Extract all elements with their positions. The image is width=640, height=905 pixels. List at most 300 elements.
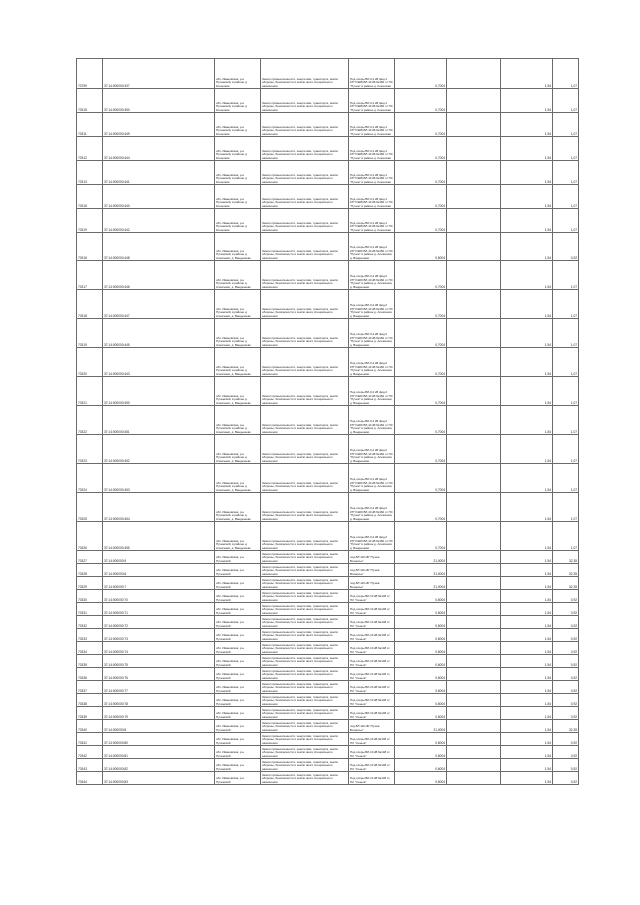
address-cell: обл. Ивановская, р-н Пучежский, в районе д. Кошелево bbox=[215, 137, 261, 161]
sum-cell: 1,07 bbox=[553, 348, 579, 377]
address-cell: обл. Ивановская, р-н Пучежский, в районе д. Кошелево bbox=[215, 185, 261, 209]
land-category-cell: Земли промышленности, энергетики, транспорта, земли обороны, безопасности и земли иного специального назначения bbox=[261, 733, 349, 746]
area-cell: 0,6004 bbox=[395, 642, 447, 655]
rate-cell: 1,54 bbox=[501, 746, 553, 759]
row-number-cell: 70313 bbox=[77, 161, 103, 185]
land-category-cell: Земли промышленности, энергетики, транспорта, земли обороны, безопасности и земли иного специального назначения bbox=[261, 616, 349, 629]
permitted-use-cell: Под опоры ВЛ-10 кВ №148 от ПС "Сеньга" bbox=[349, 759, 395, 772]
address-cell: обл. Ивановская, р-н Пучежский bbox=[215, 551, 261, 564]
land-category-cell: Земли промышленности, энергетики, транспорта, земли обороны, безопасности и земли иного специального назначения bbox=[261, 603, 349, 616]
address-cell: обл. Ивановская, р-н Пучежский bbox=[215, 577, 261, 590]
row-number-cell: 70799 bbox=[77, 59, 103, 89]
cadastral-number-cell: 37:14:000000:83 bbox=[103, 772, 215, 785]
table-row bbox=[77, 406, 579, 435]
address-cell: обл. Ивановская, р-н Пучежский, в районе д. Кошелево bbox=[215, 113, 261, 137]
sum-cell: 1,07 bbox=[553, 406, 579, 435]
rate-cell: 1,54 bbox=[501, 233, 553, 261]
area-cell: 0,6004 bbox=[395, 590, 447, 603]
permitted-use-cell: Под опоры ВЛ-10 кВ №148 от ПС "Сеньга" bbox=[349, 629, 395, 642]
permitted-use-cell: под ВЛ 110 кВ "Пучеж-Вознесье" bbox=[349, 551, 395, 564]
permitted-use-cell: Под опоры ВЛ-0,4 кВ фид.2 КТП №60 ВЛ-10 кВ №160 от ПС "Пучеж" в районе д. Алексенки, д. Вандышево bbox=[349, 522, 395, 551]
address-cell: обл. Ивановская, р-н Пучежский, в районе д. Алексенки, д. Вандышево bbox=[215, 377, 261, 406]
table-row bbox=[77, 746, 579, 759]
table-row bbox=[77, 377, 579, 406]
row-number-cell: 70326 bbox=[77, 522, 103, 551]
address-cell: обл. Ивановская, р-н Пучежский, в районе д. Алексенки, д. Вандышево bbox=[215, 261, 261, 290]
land-category-cell: Земли промышленности, энергетики, транспорта, земли обороны, безопасности и земли иного специального назначения bbox=[261, 464, 349, 493]
area-cell: 0,7004 bbox=[395, 406, 447, 435]
empty-cell bbox=[447, 290, 501, 319]
table-row bbox=[77, 720, 579, 733]
area-cell: 0,7004 bbox=[395, 137, 447, 161]
row-number-cell: 70319 bbox=[77, 319, 103, 348]
address-cell: обл. Ивановская, р-н Пучежский bbox=[215, 668, 261, 681]
area-cell: 21,0004 bbox=[395, 564, 447, 577]
permitted-use-cell: Под опоры ВЛ-0,4 кВ фид.1 КТП №68 ВЛ-10 кВ №160 от ПС "Пучеж" в районе д. Кошелево bbox=[349, 137, 395, 161]
empty-cell bbox=[447, 668, 501, 681]
sum-cell: 1,07 bbox=[553, 89, 579, 113]
land-category-cell: Земли промышленности, энергетики, транспорта, земли обороны, безопасности и земли иного специального назначения bbox=[261, 137, 349, 161]
rate-cell: 1,54 bbox=[501, 522, 553, 551]
sum-cell: 0,92 bbox=[553, 642, 579, 655]
row-number-cell: 70331 bbox=[77, 603, 103, 616]
rate-cell: 1,54 bbox=[501, 668, 553, 681]
area-cell: 0,6004 bbox=[395, 733, 447, 746]
address-cell: обл. Ивановская, р-н Пучежский, в районе д. Алексенки, д. Вандышево bbox=[215, 233, 261, 261]
row-number-cell: 70344 bbox=[77, 772, 103, 785]
area-cell: 0,6004 bbox=[395, 694, 447, 707]
row-number-cell: 70316 bbox=[77, 185, 103, 209]
area-cell: 0,7004 bbox=[395, 185, 447, 209]
rate-cell: 1,54 bbox=[501, 493, 553, 522]
permitted-use-cell: Под опоры ВЛ-10 кВ №148 от ПС "Сеньга" bbox=[349, 642, 395, 655]
table-row bbox=[77, 233, 579, 261]
permitted-use-cell: Под опоры ВЛ-10 кВ №148 от ПС "Сеньга" bbox=[349, 681, 395, 694]
row-number-cell: 70340 bbox=[77, 720, 103, 733]
area-cell: 0,7004 bbox=[395, 161, 447, 185]
empty-cell bbox=[447, 694, 501, 707]
table-row bbox=[77, 681, 579, 694]
rate-cell: 1,54 bbox=[501, 406, 553, 435]
land-category-cell: Земли промышленности, энергетики, транспорта, земли обороны, безопасности и земли иного специального назначения bbox=[261, 668, 349, 681]
sum-cell: 1,07 bbox=[553, 137, 579, 161]
row-number-cell: 70339 bbox=[77, 707, 103, 720]
rate-cell: 1,54 bbox=[501, 707, 553, 720]
land-category-cell: Земли промышленности, энергетики, транспорта, земли обороны, безопасности и земли иного специального назначения bbox=[261, 406, 349, 435]
cadastral-number-cell: 37:14:000000:448 bbox=[103, 233, 215, 261]
sum-cell: 1,07 bbox=[553, 319, 579, 348]
area-cell: 21,0004 bbox=[395, 577, 447, 590]
empty-cell bbox=[447, 655, 501, 668]
area-cell: 0,6004 bbox=[395, 655, 447, 668]
address-cell: обл. Ивановская, р-н Пучежский, в районе д. Кошелево bbox=[215, 89, 261, 113]
sum-cell: 1,07 bbox=[553, 209, 579, 233]
empty-cell bbox=[447, 551, 501, 564]
table-row bbox=[77, 733, 579, 746]
land-category-cell: Земли промышленности, энергетики, транспорта, земли обороны, безопасности и земли иного специального назначения bbox=[261, 185, 349, 209]
empty-cell bbox=[447, 733, 501, 746]
empty-cell bbox=[447, 629, 501, 642]
rate-cell: 1,54 bbox=[501, 629, 553, 642]
rate-cell: 1,54 bbox=[501, 603, 553, 616]
cadastral-number-cell: 37:14:000000:75 bbox=[103, 655, 215, 668]
table-row bbox=[77, 577, 579, 590]
land-category-cell: Земли промышленности, энергетики, транспорта, земли обороны, безопасности и земли иного специального назначения bbox=[261, 89, 349, 113]
cadastral-number-cell: 37:14:000000:72 bbox=[103, 616, 215, 629]
table-row bbox=[77, 261, 579, 290]
empty-cell bbox=[447, 319, 501, 348]
cadastral-number-cell: 37:14:000000:5 bbox=[103, 551, 215, 564]
rate-cell: 1,54 bbox=[501, 464, 553, 493]
sum-cell: 0,92 bbox=[553, 707, 579, 720]
permitted-use-cell: Под опоры ВЛ-10 кВ №148 от ПС "Сеньга" bbox=[349, 772, 395, 785]
empty-cell bbox=[447, 209, 501, 233]
table-row bbox=[77, 772, 579, 785]
sum-cell: 0,92 bbox=[553, 746, 579, 759]
land-category-cell: Земли промышленности, энергетики, транспорта, земли обороны, безопасности и земли иного специального назначения bbox=[261, 564, 349, 577]
address-cell: обл. Ивановская, р-н Пучежский, в районе д. Алексенки, д. Вандышево bbox=[215, 406, 261, 435]
permitted-use-cell: Под опоры ВЛ-0,4 кВ фид.2 КТП №60 ВЛ-10 кВ №160 от ПС "Пучеж" в районе д. Алексенки, д. Вандышево bbox=[349, 377, 395, 406]
table-row bbox=[77, 209, 579, 233]
rate-cell: 1,54 bbox=[501, 590, 553, 603]
address-cell: обл. Ивановская, р-н Пучежский, в районе д. Кошелево bbox=[215, 209, 261, 233]
row-number-cell: 70338 bbox=[77, 694, 103, 707]
table-row bbox=[77, 694, 579, 707]
table-row bbox=[77, 348, 579, 377]
sum-cell: 1,07 bbox=[553, 59, 579, 89]
area-cell: 0,6004 bbox=[395, 707, 447, 720]
rate-cell: 1,54 bbox=[501, 319, 553, 348]
rate-cell: 1,54 bbox=[501, 161, 553, 185]
sum-cell: 0,92 bbox=[553, 681, 579, 694]
empty-cell bbox=[447, 759, 501, 772]
table-row bbox=[77, 655, 579, 668]
empty-cell bbox=[447, 564, 501, 577]
cadastral-number-cell: 37:14:000000:454 bbox=[103, 493, 215, 522]
permitted-use-cell: Под опоры ВЛ-0,4 кВ фид.2 КТП №60 ВЛ-10 кВ №160 от ПС "Пучеж" в районе д. Алексенки, д. Вандышево bbox=[349, 348, 395, 377]
area-cell: 0,6004 bbox=[395, 681, 447, 694]
rate-cell: 1,54 bbox=[501, 733, 553, 746]
sum-cell: 0,92 bbox=[553, 590, 579, 603]
rate-cell: 1,54 bbox=[501, 551, 553, 564]
area-cell: 0,6004 bbox=[395, 746, 447, 759]
empty-cell bbox=[447, 137, 501, 161]
sum-cell: 1,07 bbox=[553, 261, 579, 290]
address-cell: обл. Ивановская, р-н Пучежский bbox=[215, 707, 261, 720]
cadastral-number-cell: 37:14:000000:455 bbox=[103, 522, 215, 551]
empty-cell bbox=[447, 406, 501, 435]
sum-cell: 0,92 bbox=[553, 629, 579, 642]
row-number-cell: 70334 bbox=[77, 642, 103, 655]
table-row bbox=[77, 89, 579, 113]
table-row bbox=[77, 185, 579, 209]
cadastral-number-cell: 37:14:000000:71 bbox=[103, 603, 215, 616]
address-cell: обл. Ивановская, р-н Пучежский bbox=[215, 733, 261, 746]
row-number-cell: 70343 bbox=[77, 759, 103, 772]
land-category-cell: Земли промышленности, энергетики, транспорта, земли обороны, безопасности и земли иного специального назначения bbox=[261, 720, 349, 733]
land-category-cell: Земли промышленности, энергетики, транспорта, земли обороны, безопасности и земли иного специального назначения bbox=[261, 377, 349, 406]
table-body bbox=[77, 59, 579, 785]
rate-cell: 1,54 bbox=[501, 113, 553, 137]
empty-cell bbox=[447, 522, 501, 551]
row-number-cell: 70311 bbox=[77, 113, 103, 137]
rate-cell: 1,54 bbox=[501, 681, 553, 694]
rate-cell: 1,54 bbox=[501, 642, 553, 655]
permitted-use-cell: Под опоры ВЛ-0,4 кВ фид.1 КТП №68 ВЛ-10 кВ №160 от ПС "Пучеж" в районе д. Кошелево bbox=[349, 59, 395, 89]
table-row bbox=[77, 319, 579, 348]
row-number-cell: 70318 bbox=[77, 290, 103, 319]
empty-cell bbox=[447, 377, 501, 406]
permitted-use-cell: Под опоры ВЛ-10 кВ №148 от ПС "Сеньга" bbox=[349, 590, 395, 603]
sum-cell: 1,07 bbox=[553, 290, 579, 319]
table-row bbox=[77, 707, 579, 720]
cadastral-number-cell: 37:14:000000:76 bbox=[103, 668, 215, 681]
rate-cell: 1,54 bbox=[501, 348, 553, 377]
row-number-cell: 70320 bbox=[77, 348, 103, 377]
area-cell: 0,6004 bbox=[395, 759, 447, 772]
row-number-cell: 70325 bbox=[77, 493, 103, 522]
row-number-cell: 70323 bbox=[77, 435, 103, 464]
cadastral-number-cell: 37:14:000000:449 bbox=[103, 113, 215, 137]
cadastral-number-cell: 37:14:000000:79 bbox=[103, 707, 215, 720]
permitted-use-cell: Под опоры ВЛ-10 кВ №148 от ПС "Сеньга" bbox=[349, 746, 395, 759]
sum-cell: 1,07 bbox=[553, 185, 579, 209]
empty-cell bbox=[447, 113, 501, 137]
rate-cell: 1,54 bbox=[501, 185, 553, 209]
rate-cell: 1,54 bbox=[501, 720, 553, 733]
table-row bbox=[77, 668, 579, 681]
address-cell: обл. Ивановская, р-н Пучежский bbox=[215, 655, 261, 668]
permitted-use-cell: Под опоры ВЛ-0,4 кВ фид.2 КТП №60 ВЛ-10 кВ №160 от ПС "Пучеж" в районе д. Алексенки, д. Вандышево bbox=[349, 406, 395, 435]
address-cell: обл. Ивановская, р-н Пучежский bbox=[215, 772, 261, 785]
table-row bbox=[77, 629, 579, 642]
table-row bbox=[77, 564, 579, 577]
cadastral-number-cell: 37:14:000000:437 bbox=[103, 59, 215, 89]
address-cell: обл. Ивановская, р-н Пучежский bbox=[215, 603, 261, 616]
land-category-cell: Земли промышленности, энергетики, транспорта, земли обороны, безопасности и земли иного специального назначения bbox=[261, 493, 349, 522]
land-category-cell: Земли промышленности, энергетики, транспорта, земли обороны, безопасности и земли иного специального назначения bbox=[261, 522, 349, 551]
permitted-use-cell: Под опоры ВЛ-10 кВ №148 от ПС "Сеньга" bbox=[349, 655, 395, 668]
rate-cell: 1,54 bbox=[501, 772, 553, 785]
land-category-cell: Земли промышленности, энергетики, транспорта, земли обороны, безопасности и земли иного специального назначения bbox=[261, 759, 349, 772]
cadastral-number-cell: 37:14:000000:440 bbox=[103, 185, 215, 209]
rate-cell: 1,54 bbox=[501, 694, 553, 707]
sum-cell: 0,92 bbox=[553, 694, 579, 707]
permitted-use-cell: Под опоры ВЛ-10 кВ №148 от ПС "Сеньга" bbox=[349, 694, 395, 707]
cadastral-number-cell: 37:14:000000:453 bbox=[103, 464, 215, 493]
empty-cell bbox=[447, 603, 501, 616]
land-category-cell: Земли промышленности, энергетики, транспорта, земли обороны, безопасности и земли иного специального назначения bbox=[261, 642, 349, 655]
land-category-cell: Земли промышленности, энергетики, транспорта, земли обороны, безопасности и земли иного специального назначения bbox=[261, 629, 349, 642]
land-category-cell: Земли промышленности, энергетики, транспорта, земли обороны, безопасности и земли иного специального назначения bbox=[261, 772, 349, 785]
sum-cell: 1,07 bbox=[553, 464, 579, 493]
table-row bbox=[77, 590, 579, 603]
land-category-cell: Земли промышленности, энергетики, транспорта, земли обороны, безопасности и земли иного специального назначения bbox=[261, 319, 349, 348]
land-category-cell: Земли промышленности, энергетики, транспорта, земли обороны, безопасности и земли иного специального назначения bbox=[261, 348, 349, 377]
address-cell: обл. Ивановская, р-н Пучежский, в районе д. Алексенки, д. Вандышево bbox=[215, 319, 261, 348]
address-cell: обл. Ивановская, р-н Пучежский bbox=[215, 694, 261, 707]
row-number-cell: 70329 bbox=[77, 577, 103, 590]
row-number-cell: 70328 bbox=[77, 564, 103, 577]
area-cell: 0,6004 bbox=[395, 603, 447, 616]
permitted-use-cell: под ВЛ 110 кВ "Пучеж-Вознесье" bbox=[349, 564, 395, 577]
area-cell: 0,7004 bbox=[395, 348, 447, 377]
area-cell: 0,7004 bbox=[395, 261, 447, 290]
row-number-cell: 70335 bbox=[77, 655, 103, 668]
area-cell: 0,6004 bbox=[395, 629, 447, 642]
land-category-cell: Земли промышленности, энергетики, транспорта, земли обороны, безопасности и земли иного специального назначения bbox=[261, 261, 349, 290]
empty-cell bbox=[447, 185, 501, 209]
sum-cell: 0,92 bbox=[553, 616, 579, 629]
area-cell: 0,6004 bbox=[395, 668, 447, 681]
empty-cell bbox=[447, 161, 501, 185]
area-cell: 0,7004 bbox=[395, 493, 447, 522]
empty-cell bbox=[447, 493, 501, 522]
cadastral-number-cell: 37:14:000000:441 bbox=[103, 161, 215, 185]
row-number-cell: 70316 bbox=[77, 233, 103, 261]
permitted-use-cell: Под опоры ВЛ-0,4 кВ фид.2 КТП №60 ВЛ-10 кВ №160 от ПС "Пучеж" в районе д. Алексенки, д. Вандышево bbox=[349, 319, 395, 348]
empty-cell bbox=[447, 348, 501, 377]
sum-cell: 1,07 bbox=[553, 493, 579, 522]
area-cell: 0,7004 bbox=[395, 464, 447, 493]
table-row bbox=[77, 137, 579, 161]
address-cell: обл. Ивановская, р-н Пучежский bbox=[215, 564, 261, 577]
area-cell: 0,7004 bbox=[395, 209, 447, 233]
sum-cell: 0,92 bbox=[553, 233, 579, 261]
permitted-use-cell: Под опоры ВЛ-10 кВ №148 от ПС "Сеньга" bbox=[349, 707, 395, 720]
row-number-cell: 70312 bbox=[77, 137, 103, 161]
area-cell: 0,6004 bbox=[395, 616, 447, 629]
table-row bbox=[77, 642, 579, 655]
empty-cell bbox=[447, 59, 501, 89]
permitted-use-cell: Под опоры ВЛ-10 кВ №148 от ПС "Сеньга" bbox=[349, 733, 395, 746]
empty-cell bbox=[447, 681, 501, 694]
address-cell: обл. Ивановская, р-н Пучежский bbox=[215, 642, 261, 655]
sum-cell: 1,07 bbox=[553, 377, 579, 406]
cadastral-number-cell: 37:14:000000:446 bbox=[103, 261, 215, 290]
land-category-cell: Земли промышленности, энергетики, транспорта, земли обороны, безопасности и земли иного специального назначения bbox=[261, 707, 349, 720]
land-category-cell: Земли промышленности, энергетики, транспорта, земли обороны, безопасности и земли иного специального назначения bbox=[261, 161, 349, 185]
sum-cell: 1,07 bbox=[553, 113, 579, 137]
empty-cell bbox=[447, 720, 501, 733]
row-number-cell: 70337 bbox=[77, 681, 103, 694]
table-row bbox=[77, 493, 579, 522]
row-number-cell: 70315 bbox=[77, 89, 103, 113]
sum-cell: 1,07 bbox=[553, 435, 579, 464]
sum-cell: 0,92 bbox=[553, 668, 579, 681]
table-row bbox=[77, 603, 579, 616]
empty-cell bbox=[447, 435, 501, 464]
area-cell: 0,7004 bbox=[395, 290, 447, 319]
land-category-cell: Земли промышленности, энергетики, транспорта, земли обороны, безопасности и земли иного специального назначения bbox=[261, 577, 349, 590]
empty-cell bbox=[447, 772, 501, 785]
cadastral-number-cell: 37:14:000000:442 bbox=[103, 209, 215, 233]
permitted-use-cell: Под опоры ВЛ-0,4 кВ фид.2 КТП №60 ВЛ-10 кВ №160 от ПС "Пучеж" в районе д. Алексенки, д. Вандышево bbox=[349, 493, 395, 522]
sum-cell: 0,92 bbox=[553, 759, 579, 772]
cadastral-number-cell: 37:14:000000:82 bbox=[103, 759, 215, 772]
permitted-use-cell: Под опоры ВЛ-0,4 кВ фид.1 КТП №68 ВЛ-10 кВ №160 от ПС "Пучеж" в районе д. Кошелево bbox=[349, 89, 395, 113]
land-category-cell: Земли промышленности, энергетики, транспорта, земли обороны, безопасности и земли иного специального назначения bbox=[261, 113, 349, 137]
rate-cell: 1,54 bbox=[501, 89, 553, 113]
cadastral-number-cell: 37:14:000000:450 bbox=[103, 377, 215, 406]
permitted-use-cell: под ВЛ 110 кВ "Пучеж-Вознесье" bbox=[349, 720, 395, 733]
permitted-use-cell: Под опоры ВЛ-10 кВ №148 от ПС "Сеньга" bbox=[349, 616, 395, 629]
cadastral-number-cell: 37:14:000000:7 bbox=[103, 577, 215, 590]
empty-cell bbox=[447, 616, 501, 629]
permitted-use-cell: Под опоры ВЛ-0,4 кВ фид.2 КТП №60 ВЛ-10 кВ №160 от ПС "Пучеж" в районе д. Алексенки, д. Вандышево bbox=[349, 435, 395, 464]
sum-cell: 0,92 bbox=[553, 603, 579, 616]
sum-cell: 32,35 bbox=[553, 577, 579, 590]
empty-cell bbox=[447, 464, 501, 493]
sum-cell: 1,07 bbox=[553, 522, 579, 551]
table-row bbox=[77, 522, 579, 551]
area-cell: 21,0004 bbox=[395, 551, 447, 564]
cadastral-number-cell: 37:14:000000:6 bbox=[103, 564, 215, 577]
table-row bbox=[77, 161, 579, 185]
row-number-cell: 70341 bbox=[77, 733, 103, 746]
table-row bbox=[77, 113, 579, 137]
land-category-cell: Земли промышленности, энергетики, транспорта, земли обороны, безопасности и земли иного специального назначения bbox=[261, 681, 349, 694]
permitted-use-cell: Под опоры ВЛ-0,4 кВ фид.2 КТП №60 ВЛ-10 кВ №160 от ПС "Пучеж" в районе д. Алексенки, д. Вандышево bbox=[349, 290, 395, 319]
empty-cell bbox=[447, 707, 501, 720]
land-category-cell: Земли промышленности, энергетики, транспорта, земли обороны, безопасности и земли иного специального назначения bbox=[261, 290, 349, 319]
empty-cell bbox=[447, 233, 501, 261]
permitted-use-cell: Под опоры ВЛ-0,4 кВ фид.2 КТП №60 ВЛ-10 кВ №160 от ПС "Пучеж" в районе д. Алексенки, д. Вандышево bbox=[349, 464, 395, 493]
cadastral-number-cell: 37:14:000000:452 bbox=[103, 435, 215, 464]
cadastral-number-cell: 37:14:000000:443 bbox=[103, 348, 215, 377]
row-number-cell: 70324 bbox=[77, 464, 103, 493]
cadastral-number-cell: 37:14:000000:77 bbox=[103, 681, 215, 694]
row-number-cell: 70342 bbox=[77, 746, 103, 759]
land-category-cell: Земли промышленности, энергетики, транспорта, земли обороны, безопасности и земли иного специального назначения bbox=[261, 694, 349, 707]
permitted-use-cell: Под опоры ВЛ-0,4 кВ фид.2 КТП №60 ВЛ-10 кВ №160 от ПС "Пучеж" в районе д. Алексенки, д. Вандышево bbox=[349, 233, 395, 261]
cadastral-number-cell: 37:14:000000:445 bbox=[103, 319, 215, 348]
area-cell: 0,7004 bbox=[395, 377, 447, 406]
empty-cell bbox=[447, 261, 501, 290]
area-cell: 0,6004 bbox=[395, 233, 447, 261]
permitted-use-cell: Под опоры ВЛ-10 кВ №148 от ПС "Сеньга" bbox=[349, 668, 395, 681]
land-category-cell: Земли промышленности, энергетики, транспорта, земли обороны, безопасности и земли иного специального назначения bbox=[261, 59, 349, 89]
sum-cell: 0,92 bbox=[553, 655, 579, 668]
table-row bbox=[77, 464, 579, 493]
row-number-cell: 70319 bbox=[77, 209, 103, 233]
address-cell: обл. Ивановская, р-н Пучежский, в районе д. Алексенки, д. Вандышево bbox=[215, 493, 261, 522]
rate-cell: 1,54 bbox=[501, 435, 553, 464]
empty-cell bbox=[447, 89, 501, 113]
address-cell: обл. Ивановская, р-н Пучежский, в районе д. Кошелево bbox=[215, 161, 261, 185]
rate-cell: 1,54 bbox=[501, 616, 553, 629]
rate-cell: 1,54 bbox=[501, 564, 553, 577]
area-cell: 0,6004 bbox=[395, 772, 447, 785]
area-cell: 21,0004 bbox=[395, 720, 447, 733]
table-row bbox=[77, 551, 579, 564]
cadastral-number-cell: 37:14:000000:450 bbox=[103, 89, 215, 113]
address-cell: обл. Ивановская, р-н Пучежский, в районе д. Алексенки, д. Вандышево bbox=[215, 522, 261, 551]
rate-cell: 1,54 bbox=[501, 655, 553, 668]
cadastral-number-cell: 37:14:000000:447 bbox=[103, 290, 215, 319]
rate-cell: 1,54 bbox=[501, 137, 553, 161]
table-row bbox=[77, 759, 579, 772]
land-category-cell: Земли промышленности, энергетики, транспорта, земли обороны, безопасности и земли иного специального назначения bbox=[261, 655, 349, 668]
cadastral-number-cell: 37:14:000000:70 bbox=[103, 590, 215, 603]
cadastral-number-cell: 37:14:000000:78 bbox=[103, 694, 215, 707]
permitted-use-cell: Под опоры ВЛ-0,4 кВ фид.1 КТП №68 ВЛ-10 кВ №160 от ПС "Пучеж" в районе д. Кошелево bbox=[349, 185, 395, 209]
sum-cell: 1,07 bbox=[553, 161, 579, 185]
empty-cell bbox=[447, 746, 501, 759]
rate-cell: 1,54 bbox=[501, 290, 553, 319]
land-parcels-table bbox=[76, 58, 579, 785]
table-row bbox=[77, 290, 579, 319]
